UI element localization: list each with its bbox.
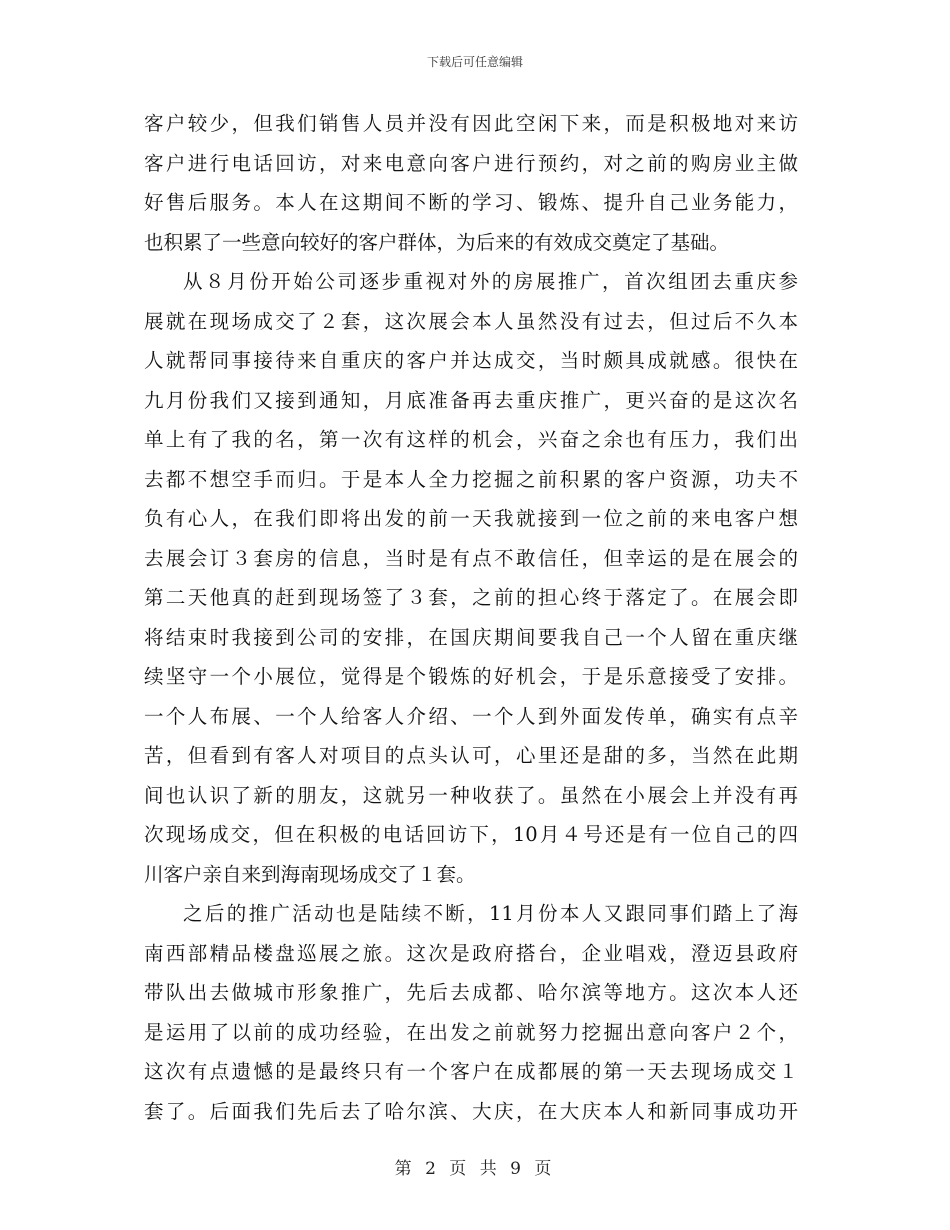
text-line: 间也认识了新的朋友，这就另一种收获了。虽然在小展会上并没有再 <box>144 783 798 807</box>
text-line: 人就帮同事接待来自重庆的客户并达成交，当时颇具成就感。很快在 <box>144 349 798 372</box>
text-line: 苦，但看到有客人对项目的点头认可，心里还是甜的多，当然在此期 <box>144 744 798 767</box>
text-line: 去展会订３套房的信息，当时是有点不敢信任，但幸运的是在展会的 <box>144 546 798 570</box>
text-line: 也积累了一些意向较好的客户群体，为后来的有效成交奠定了基础。 <box>144 230 730 254</box>
text-line: 将结束时我接到公司的安排，在国庆期间要我自己一个人留在重庆继 <box>144 625 798 649</box>
paragraph-start-line: 之后的推广活动也是陆续不断，11月份本人又跟同事们踏上了海 <box>183 902 798 925</box>
paragraph-start-line: 从８月份开始公司逐步重视对外的房展推广，首次组团去重庆参 <box>183 270 798 293</box>
text-line: 是运用了以前的成功经验，在出发之前就努力挖掘出意向客户２个， <box>144 1020 798 1044</box>
text-line: 一个人布展、一个人给客人介绍、一个人到外面发传单，确实有点辛 <box>144 704 798 728</box>
text-line: 九月份我们又接到通知，月底准备再去重庆推广，更兴奋的是这次名 <box>144 388 798 412</box>
page-header: 下载后可任意编辑 <box>426 55 523 69</box>
text-line: 续坚守一个小展位，觉得是个锻炼的好机会，于是乐意接受了安排。 <box>144 665 798 688</box>
text-line: 这次有点遗憾的是最终只有一个客户在成都展的第一天去现场成交１ <box>144 1060 798 1083</box>
text-line: 负有心人，在我们即将出发的前一天我就接到一位之前的来电客户想 <box>144 507 798 530</box>
text-line: 去都不想空手而归。于是本人全力挖掘之前积累的客户资源，功夫不 <box>144 467 798 491</box>
text-line: 客户较少，但我们销售人员并没有因此空闲下来，而是积极地对来访 <box>144 112 798 135</box>
text-line: 客户进行电话回访，对来电意向客户进行预约，对之前的购房业主做 <box>144 151 798 175</box>
text-line: 川客户亲自来到海南现场成交了１套。 <box>144 862 476 886</box>
document-body <box>144 104 798 1131</box>
page-footer: 第 2 页 共 9 页 <box>394 1159 556 1179</box>
text-line: 展就在现场成交了２套，这次展会本人虽然没有过去，但过后不久本 <box>144 309 798 333</box>
text-line: 第二天他真的赶到现场签了３套，之前的担心终于落定了。在展会即 <box>144 586 798 609</box>
text-line: 好售后服务。本人在这期间不断的学习、锻炼、提升自己业务能力， <box>144 191 798 214</box>
text-line: 次现场成交，但在积极的电话回访下，10月４号还是有一位自己的四 <box>144 823 798 846</box>
text-line: 带队出去做城市形象推广，先后去成都、哈尔滨等地方。这次本人还 <box>144 981 798 1004</box>
text-line: 单上有了我的名，第一次有这样的机会，兴奋之余也有压力，我们出 <box>144 428 798 451</box>
text-line: 南西部精品楼盘巡展之旅。这次是政府搭台，企业唱戏，澄迈县政府 <box>144 941 798 965</box>
text-line: 套了。后面我们先后去了哈尔滨、大庆，在大庆本人和新同事成功开 <box>144 1099 798 1123</box>
